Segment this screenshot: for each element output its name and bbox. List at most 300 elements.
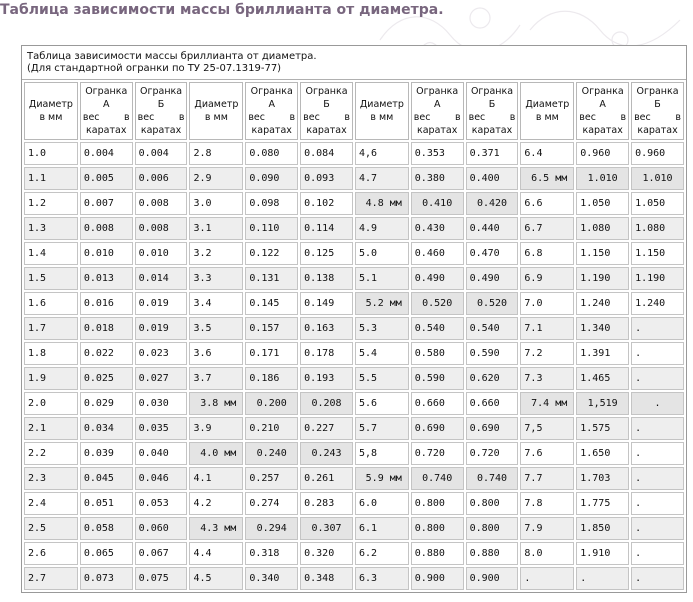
cell-weight-a: 0.800 [411,492,464,515]
header-row [24,82,684,140]
cell-weight-b: 0.035 [135,417,188,440]
cell-diameter: . [520,567,574,590]
cell-weight-b: 0.102 [300,192,353,215]
cell-weight-b: . [631,467,684,490]
cell-weight-a: 0.490 [411,267,464,290]
cell-diameter: 1.6 [24,292,78,315]
header-weight-word: вес [468,112,486,123]
cell-weight-a: 1.910 [576,542,629,565]
header-cut-label: Огранка [636,86,679,97]
cell-diameter: 7.1 [520,317,574,340]
cell-diameter: 3.5 [189,317,243,340]
header-cut-a [411,82,464,140]
cell-weight-a: 0.098 [245,192,298,215]
header-weight-word: в [124,112,130,123]
cell-weight-b: 0.470 [466,242,519,265]
cell-weight-a: 1.775 [576,492,629,515]
cell-weight-b: . [631,417,684,440]
cell-weight-b: 0.178 [300,342,353,365]
cell-weight-a: 1.850 [576,517,629,540]
table-row [24,442,684,465]
cell-diameter: 5.1 [355,267,409,290]
header-cut-label: Огранка [470,86,514,97]
cell-weight-b: 0.014 [135,267,188,290]
cell-weight-a: 0.022 [80,342,133,365]
cell-weight-a: 0.131 [245,267,298,290]
caption-line-1: Таблица зависимости массы бриллианта от диаметра. [27,51,317,62]
cell-weight-a: 0.010 [80,242,133,265]
header-weight-word: вес [82,112,100,123]
cell-weight-b: 0.008 [135,192,188,215]
header-diameter [24,82,78,140]
cell-diameter: 8.0 [520,542,574,565]
cell-weight-b: 0.307 [300,517,353,540]
cell-weight-a: 1.080 [576,217,629,240]
header-cut-letter: А [268,99,275,110]
cell-weight-a: 0.800 [411,517,464,540]
header-cut-b [135,82,188,140]
cell-weight-a: 0.034 [80,417,133,440]
cell-weight-b: . [631,567,684,590]
cell-diameter: 5.3 [355,317,409,340]
cell-weight-b: 0.125 [300,242,353,265]
cell-diameter: 3.9 [189,417,243,440]
cell-weight-a: 0.960 [576,142,629,165]
table-row [24,517,684,540]
cell-diameter: 6.6 [520,192,574,215]
header-cut-letter: Б [157,99,165,110]
cell-weight-a: 0.274 [245,492,298,515]
cell-weight-b: . [631,342,684,365]
cell-weight-b: 0.420 [466,192,519,215]
header-weight-word: в [344,112,350,123]
cell-weight-a: 0.880 [411,542,464,565]
cell-weight-b: 0.261 [300,467,353,490]
cell-weight-b: 0.163 [300,317,353,340]
cell-diameter: 2.7 [24,567,78,590]
cell-diameter: 6.0 [355,492,409,515]
header-weight-unit: каратах [86,125,127,136]
header-diameter-label: Диаметр [28,99,73,110]
header-weight-word: в [289,112,296,123]
cell-diameter: 3.0 [189,192,243,215]
cell-weight-a: 0.380 [411,167,464,190]
cell-diameter: 7.3 [520,367,574,390]
cell-weight-a: 0.008 [80,217,133,240]
cell-weight-a: 0.660 [411,392,464,415]
cell-weight-b: 0.067 [135,542,188,565]
header-weight-word: в [675,112,681,123]
cell-weight-b: 1.240 [631,292,684,315]
cell-weight-b: 0.720 [466,442,519,465]
table-row [24,192,684,215]
cell-diameter: 6.2 [355,542,409,565]
cell-weight-b: 0.800 [466,492,519,515]
header-weight-word: в [178,112,185,123]
cell-weight-b: 0.075 [135,567,188,590]
cell-diameter: 7.9 [520,517,574,540]
cell-weight-a: 0.410 [411,192,464,215]
header-weight-unit: каратах [306,125,347,136]
header-diameter-label: Диаметр [525,99,570,110]
table-caption [22,46,686,80]
cell-diameter: 1.9 [24,367,78,390]
cell-weight-b: 0.023 [135,342,188,365]
cell-weight-a: 0.080 [245,142,298,165]
cell-diameter: 5.2 мм [355,292,409,315]
header-weight-word: в [620,112,627,123]
cell-weight-b: 0.371 [466,142,519,165]
cell-weight-b: 0.900 [466,567,519,590]
cell-weight-a: 0.294 [245,517,298,540]
cell-weight-b: 0.027 [135,367,188,390]
cell-diameter: 5,8 [355,442,409,465]
cell-weight-b: 1.190 [631,267,684,290]
header-cut-label: Огранка [581,86,624,97]
cell-weight-b: 0.030 [135,392,188,415]
header-weight-word: в [454,112,461,123]
cell-weight-b: 0.019 [135,317,188,340]
table-row [24,142,684,165]
cell-weight-a: 0.122 [245,242,298,265]
header-weight-unit: каратах [582,125,623,136]
table-row [24,417,684,440]
table-row [24,342,684,365]
header-cut-letter: А [599,99,606,110]
cell-diameter: 6.3 [355,567,409,590]
cell-diameter: 2.4 [24,492,78,515]
cell-diameter: 6.4 [520,142,574,165]
cell-weight-a: 0.900 [411,567,464,590]
cell-weight-b: 0.060 [135,517,188,540]
cell-diameter: 1.5 [24,267,78,290]
cell-weight-a: 0.210 [245,417,298,440]
cell-weight-a: 0.430 [411,217,464,240]
cell-diameter: 2.0 [24,392,78,415]
cell-weight-a: 1.650 [576,442,629,465]
cell-diameter: 5.4 [355,342,409,365]
header-weight-unit: каратах [471,125,513,136]
table-row [24,292,684,315]
cell-weight-a: 0.013 [80,267,133,290]
header-diameter-unit: в мм [535,112,559,123]
cell-weight-a: 1.190 [576,267,629,290]
cell-weight-b: 1.150 [631,242,684,265]
cell-diameter: 4.8 мм [355,192,409,215]
cell-weight-b: 0.690 [466,417,519,440]
cell-weight-b: 0.149 [300,292,353,315]
header-cut-label: Огранка [305,86,348,97]
cell-diameter: 4.2 [189,492,243,515]
table-body [24,142,684,590]
header-cut-b [466,82,519,140]
header-weight-word: вес [579,112,596,123]
cell-diameter: 1.4 [24,242,78,265]
cell-weight-a: 0.590 [411,367,464,390]
cell-weight-a: 1.575 [576,417,629,440]
cell-weight-b: 0.046 [135,467,188,490]
header-cut-letter: Б [654,99,661,110]
page-title: Таблица зависимости массы бриллианта от диаметра. [0,2,444,18]
cell-diameter: 3.4 [189,292,243,315]
header-cut-b [631,82,684,140]
cell-weight-b: 0.138 [300,267,353,290]
data-grid [22,80,686,592]
cell-diameter: 2.1 [24,417,78,440]
cell-weight-a: 0.029 [80,392,133,415]
cell-weight-a: 0.740 [411,467,464,490]
table-row [24,467,684,490]
cell-weight-a: 0.110 [245,217,298,240]
cell-weight-b: 0.004 [135,142,188,165]
cell-weight-b: 0.084 [300,142,353,165]
table-row [24,367,684,390]
header-weight-word: вес [413,112,431,123]
header-cut-label: Огранка [250,86,293,97]
cell-weight-a: 0.540 [411,317,464,340]
cell-diameter: 5.9 мм [355,467,409,490]
header-weight-unit: каратах [251,125,292,136]
table-row [24,167,684,190]
cell-weight-b: 0.740 [466,467,519,490]
cell-weight-b: 0.320 [300,542,353,565]
cell-diameter: 1.0 [24,142,78,165]
cell-diameter: 6.8 [520,242,574,265]
cell-weight-a: 0.353 [411,142,464,165]
header-diameter-unit: в мм [204,112,228,123]
header-cut-a [80,82,133,140]
cell-weight-a: 0.016 [80,292,133,315]
header-cut-letter: А [103,99,110,110]
table-row [24,492,684,515]
header-cut-letter: Б [488,99,496,110]
header-cut-a [245,82,298,140]
cell-weight-a: 0.073 [80,567,133,590]
cell-weight-b: 0.490 [466,267,519,290]
cell-weight-a: . [576,567,629,590]
cell-weight-b: . [631,442,684,465]
cell-weight-b: 0.227 [300,417,353,440]
header-weight-word: вес [634,112,651,123]
cell-diameter: 2.2 [24,442,78,465]
cell-diameter: 4.3 мм [189,517,243,540]
cell-weight-b: 0.620 [466,367,519,390]
header-cut-a [576,82,629,140]
header-weight-word: вес [248,112,265,123]
cell-weight-b: 0.208 [300,392,353,415]
cell-weight-b: 0.040 [135,442,188,465]
header-diameter-label: Диаметр [194,99,239,110]
cell-weight-a: 0.025 [80,367,133,390]
table-row [24,267,684,290]
cell-weight-a: 1,519 [576,392,629,415]
cell-diameter: 6.1 [355,517,409,540]
cell-diameter: 2.5 [24,517,78,540]
header-weight-word: вес [303,112,320,123]
cell-weight-a: 0.145 [245,292,298,315]
cell-diameter: 1.3 [24,217,78,240]
cell-weight-b: 0.590 [466,342,519,365]
cell-weight-b: . [631,392,684,415]
cell-weight-b: 1.080 [631,217,684,240]
header-diameter [520,82,574,140]
cell-weight-b: 0.093 [300,167,353,190]
cell-diameter: 3.2 [189,242,243,265]
cell-weight-a: 0.007 [80,192,133,215]
cell-diameter: 4.4 [189,542,243,565]
cell-weight-b: 0.193 [300,367,353,390]
cell-weight-a: 0.520 [411,292,464,315]
cell-weight-a: 0.240 [245,442,298,465]
cell-weight-a: 0.065 [80,542,133,565]
header-diameter-unit: в мм [370,112,394,123]
cell-diameter: 2.9 [189,167,243,190]
cell-diameter: 4.7 [355,167,409,190]
cell-weight-a: 0.257 [245,467,298,490]
header-cut-label: Огранка [416,86,459,97]
cell-diameter: 7.6 [520,442,574,465]
cell-weight-b: 0.540 [466,317,519,340]
cell-diameter: 2.3 [24,467,78,490]
header-cut-label: Огранка [140,86,183,97]
cell-weight-b: 0.019 [135,292,188,315]
table-row [24,242,684,265]
cell-weight-a: 0.720 [411,442,464,465]
cell-diameter: 1.1 [24,167,78,190]
cell-weight-a: 1.465 [576,367,629,390]
table-row [24,567,684,590]
table-row [24,542,684,565]
cell-weight-b: 0.348 [300,567,353,590]
cell-diameter: 5.0 [355,242,409,265]
cell-weight-a: 0.186 [245,367,298,390]
cell-weight-b: . [631,317,684,340]
header-weight-unit: каратах [637,125,678,136]
cell-diameter: 4.1 [189,467,243,490]
cell-diameter: 6.7 [520,217,574,240]
cell-weight-b: 0.520 [466,292,519,315]
header-cut-label: Огранка [85,86,128,97]
header-diameter [189,82,243,140]
cell-weight-a: 0.580 [411,342,464,365]
cell-diameter: 4.5 [189,567,243,590]
cell-weight-a: 1.010 [576,167,629,190]
header-diameter-unit: в мм [39,112,63,123]
cell-weight-a: 1.240 [576,292,629,315]
cell-diameter: 2.6 [24,542,78,565]
cell-weight-b: 0.053 [135,492,188,515]
cell-diameter: 3.3 [189,267,243,290]
cell-weight-b: 0.008 [135,217,188,240]
cell-weight-a: 0.039 [80,442,133,465]
header-weight-word: в [509,112,516,123]
cell-diameter: 6.5 мм [520,167,574,190]
cell-weight-a: 0.157 [245,317,298,340]
cell-diameter: 5.5 [355,367,409,390]
cell-weight-b: 1.050 [631,192,684,215]
cell-weight-a: 1.150 [576,242,629,265]
cell-weight-a: 1.340 [576,317,629,340]
cell-diameter: 3.7 [189,367,243,390]
cell-weight-b: 0.243 [300,442,353,465]
cell-weight-b: 0.400 [466,167,519,190]
cell-weight-b: 0.010 [135,242,188,265]
cell-weight-a: 1.703 [576,467,629,490]
cell-weight-a: 0.318 [245,542,298,565]
cell-weight-b: 0.283 [300,492,353,515]
cell-weight-a: 0.460 [411,242,464,265]
cell-weight-a: 0.090 [245,167,298,190]
cell-weight-a: 0.018 [80,317,133,340]
cell-weight-a: 0.045 [80,467,133,490]
header-diameter-label: Диаметр [359,99,404,110]
header-cut-letter: А [433,99,441,110]
cell-diameter: 4.0 мм [189,442,243,465]
cell-weight-b: 0.006 [135,167,188,190]
cell-diameter: 3.1 [189,217,243,240]
cell-diameter: 7.7 [520,467,574,490]
cell-diameter: 7.0 [520,292,574,315]
header-diameter [355,82,409,140]
cell-diameter: 7,5 [520,417,574,440]
cell-weight-b: . [631,492,684,515]
cell-diameter: 6.9 [520,267,574,290]
cell-diameter: 4.9 [355,217,409,240]
cell-diameter: 4,6 [355,142,409,165]
cell-weight-a: 0.005 [80,167,133,190]
cell-weight-a: 0.200 [245,392,298,415]
header-cut-b [300,82,353,140]
cell-weight-a: 0.340 [245,567,298,590]
cell-weight-b: . [631,517,684,540]
header-weight-unit: каратах [416,125,458,136]
caption-line-2: (Для стандартной огранки по ТУ 25-07.1319-77) [27,63,282,74]
cell-weight-b: 1.010 [631,167,684,190]
header-cut-letter: Б [323,99,330,110]
cell-weight-b: 0.880 [466,542,519,565]
header-weight-unit: каратах [140,125,182,136]
table-row [24,317,684,340]
cell-weight-b: . [631,542,684,565]
cell-weight-b: 0.800 [466,517,519,540]
cell-weight-b: 0.440 [466,217,519,240]
cell-weight-b: 0.114 [300,217,353,240]
cell-diameter: 2.8 [189,142,243,165]
cell-diameter: 1.7 [24,317,78,340]
cell-diameter: 7.4 мм [520,392,574,415]
cell-weight-b: . [631,367,684,390]
cell-weight-b: 0.660 [466,392,519,415]
cell-diameter: 1.2 [24,192,78,215]
cell-weight-b: 0.960 [631,142,684,165]
cell-weight-a: 1.391 [576,342,629,365]
table-row [24,392,684,415]
cell-diameter: 3.8 мм [189,392,243,415]
cell-diameter: 1.8 [24,342,78,365]
table-row [24,217,684,240]
cell-weight-a: 0.058 [80,517,133,540]
cell-weight-a: 0.171 [245,342,298,365]
cell-diameter: 7.8 [520,492,574,515]
cell-weight-a: 0.004 [80,142,133,165]
header-weight-word: вес [137,112,155,123]
cell-weight-a: 0.690 [411,417,464,440]
cell-diameter: 7.2 [520,342,574,365]
diamond-weight-table [21,45,687,593]
cell-diameter: 3.6 [189,342,243,365]
cell-diameter: 5.6 [355,392,409,415]
cell-weight-a: 1.050 [576,192,629,215]
